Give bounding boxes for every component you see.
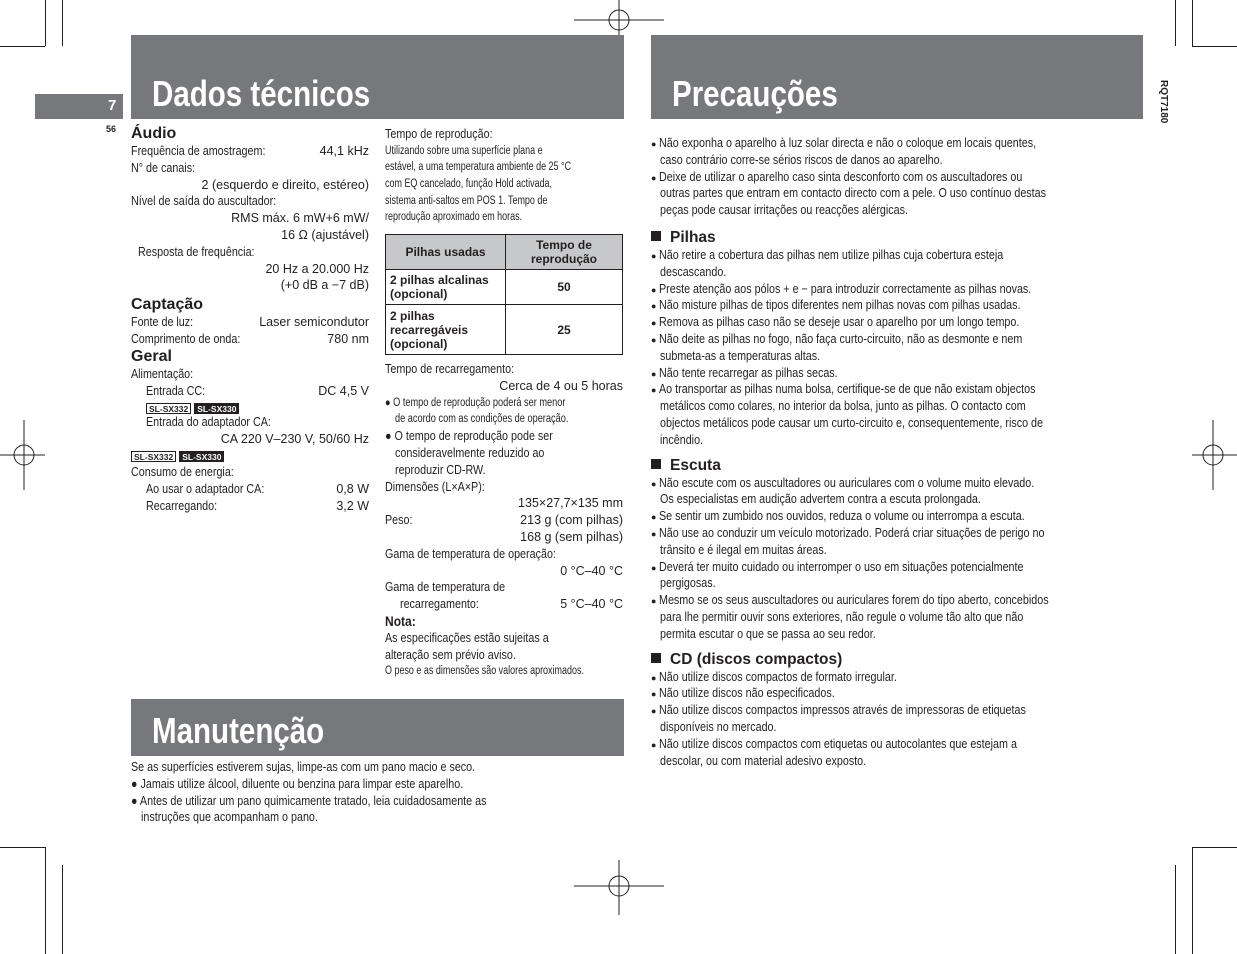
playback-bullet-1: ● O tempo de reprodução poderá ser menor bbox=[385, 396, 566, 409]
nota-small: O peso e as dimensões são valores aproximados. bbox=[385, 665, 584, 678]
bullet-text: reproduzir CD-RW. bbox=[395, 462, 486, 477]
list-item-text: para lhe permitir ouvir sons exteriores, não regule o volume tão alto que não bbox=[660, 609, 1024, 624]
maintenance-title: Manutenção bbox=[152, 710, 325, 751]
list-item bbox=[651, 381, 1143, 398]
chtemp-value: 5 °C–40 °C bbox=[560, 597, 623, 612]
charging-value: 3,2 W bbox=[336, 498, 369, 513]
bullet-text: O tempo de reprodução poderá ser menor bbox=[393, 396, 566, 409]
specs-banner bbox=[131, 35, 624, 119]
list-item-text: Não utilize discos compactos de formato irregular. bbox=[659, 669, 897, 684]
table-header-batteries: Pilhas usadas bbox=[386, 235, 506, 270]
response-label: Resposta de frequência: bbox=[138, 244, 255, 259]
output-value-2: 16 Ω (ajustável) bbox=[281, 227, 369, 242]
list-item-text: disponíveis no mercado. bbox=[660, 719, 777, 734]
list-item-text: trânsito e é ilegal em muitas áreas. bbox=[660, 542, 827, 557]
list-item bbox=[651, 331, 1143, 348]
bullet-icon: ● bbox=[651, 562, 657, 573]
list-item bbox=[651, 247, 1143, 264]
list-item bbox=[651, 432, 1143, 449]
list-item bbox=[651, 398, 1143, 415]
specs-title: Dados técnicos bbox=[152, 73, 371, 114]
doc-code: RQT7180 bbox=[1158, 80, 1169, 124]
list-item-text: Ao transportar as pilhas numa bolsa, certifique-se de que não existam objectos bbox=[659, 382, 1036, 397]
registration-mark-left bbox=[0, 420, 45, 490]
bullet-icon: ● bbox=[651, 334, 657, 345]
nota-line: As especificações estão sujeitas a bbox=[385, 630, 549, 645]
bullet-icon: ● bbox=[651, 139, 657, 149]
specs-column-2 bbox=[385, 126, 623, 226]
table-cell-value: 50 bbox=[506, 270, 623, 305]
list-item-text: objectos metálicos pode causar um curto-circuito e, consequentemente, risco de bbox=[660, 415, 1044, 430]
listening-heading bbox=[651, 457, 1143, 475]
playback-note: Utilizando sobre uma superfície plana e bbox=[385, 144, 543, 157]
weight-value: 213 g (com pilhas) bbox=[520, 513, 623, 528]
playback-note: estável, a uma temperatura ambiente de 25 °C bbox=[385, 161, 572, 174]
bullet-icon: ● bbox=[651, 706, 657, 717]
maintenance-body bbox=[131, 759, 611, 826]
list-item bbox=[651, 202, 1143, 219]
model-badge-b: SL-SX330 bbox=[194, 403, 239, 414]
specs-column-1 bbox=[131, 125, 369, 514]
list-item bbox=[651, 185, 1143, 202]
list-item bbox=[651, 135, 1143, 152]
table-header-time: Tempo de reprodução bbox=[506, 235, 623, 270]
bullet-icon: ● bbox=[651, 596, 657, 607]
maintenance-bullet: ● Jamais utilize álcool, diluente ou benzina para limpar este aparelho. bbox=[131, 776, 464, 791]
list-item-text: Não tente recarregar as pilhas secas. bbox=[659, 365, 838, 380]
list-item-text: outras partes que entram em contacto directo com a pele. O uso contínuo destas bbox=[660, 186, 1047, 201]
bullet-text: consideravelmente reduzido ao bbox=[395, 445, 545, 460]
playback-table bbox=[385, 234, 623, 355]
list-item-text: Não use ao conduzir um veículo motorizado. Poderá criar situações de perigo no bbox=[659, 525, 1045, 540]
listening-heading-text: Escuta bbox=[670, 456, 721, 474]
weight-value-2: 168 g (sem pilhas) bbox=[520, 529, 623, 544]
response-value: 20 Hz a 20.000 Hz bbox=[265, 261, 369, 276]
list-item-text: Mesmo se os seus auscultadores ou auriculares forem do tipo aberto, concebidos bbox=[659, 593, 1049, 608]
consumption-label: Consumo de energia: bbox=[131, 464, 234, 479]
light-label: Fonte de luz: bbox=[131, 315, 194, 330]
list-item bbox=[651, 609, 1143, 626]
list-item bbox=[651, 415, 1143, 432]
list-item bbox=[651, 753, 1143, 770]
list-item bbox=[651, 702, 1143, 719]
table-cell-value: 25 bbox=[506, 305, 623, 355]
light-value: Laser semicondutor bbox=[259, 315, 369, 330]
output-label: Nível de saída do auscultador: bbox=[131, 194, 277, 209]
list-item-text: Não utilize discos compactos com etiquetas ou autocolantes que estejam a bbox=[659, 736, 1017, 751]
bullet-text: Antes de utilizar um pano quimicamente tratado, leia cuidadosamente as bbox=[139, 793, 487, 808]
list-item bbox=[651, 575, 1143, 592]
list-item-text: Se sentir um zumbido nos ouvidos, reduza o volume ou interrompa a escuta. bbox=[659, 509, 1025, 524]
bullet-icon: ● bbox=[651, 318, 657, 329]
bullet-icon: ● bbox=[651, 512, 657, 523]
list-item bbox=[651, 314, 1143, 331]
list-item-text: peças pode causar irritações ou reacções alérgicas. bbox=[660, 203, 908, 218]
precautions-banner bbox=[651, 35, 1143, 119]
dims-label: Dimensões (L×A×P): bbox=[385, 479, 485, 494]
list-item-text: Deixe de utilizar o aparelho caso sinta desconforto com os auscultadores ou bbox=[659, 169, 1023, 184]
dc-value: DC 4,5 V bbox=[318, 383, 369, 398]
specs-column-2b bbox=[385, 361, 623, 680]
list-item-text: permita escutar o que se passa ao seu redor. bbox=[660, 626, 876, 641]
bullet-text: O tempo de reprodução pode ser bbox=[394, 429, 553, 444]
optemp-value: 0 °C–40 °C bbox=[560, 563, 623, 578]
list-item-text: pergigosas. bbox=[660, 576, 716, 591]
channels-label: N° de canais: bbox=[131, 160, 196, 175]
bullet-icon: ● bbox=[651, 368, 657, 379]
list-item bbox=[651, 281, 1143, 298]
list-item-text: incêndio. bbox=[660, 432, 704, 447]
list-item bbox=[651, 719, 1143, 736]
list-item-text: Não utilize discos compactos impressos através de impressoras de etiquetas bbox=[659, 703, 1026, 718]
table-row bbox=[386, 305, 623, 355]
nota-line: alteração sem prévio aviso. bbox=[385, 647, 516, 662]
bullet-text: Jamais utilize álcool, diluente ou benzina para limpar este aparelho. bbox=[140, 776, 464, 791]
ac-value: CA 220 V–230 V, 50/60 Hz bbox=[220, 432, 369, 447]
bullet-icon: ● bbox=[651, 528, 657, 539]
bullet-icon: ● bbox=[651, 689, 657, 700]
list-item bbox=[651, 169, 1143, 186]
playback-bullet-2: ● O tempo de reprodução pode ser bbox=[385, 429, 553, 444]
freq-value: 44,1 kHz bbox=[319, 144, 369, 158]
list-item bbox=[651, 559, 1143, 576]
precautions-title: Precauções bbox=[672, 73, 838, 114]
list-item-text: Não retire a cobertura das pilhas nem utilize pilhas cuja cobertura esteja bbox=[659, 247, 1004, 262]
list-item-text: Deverá ter muito cuidado ou interromper o uso em situações potencialmente bbox=[659, 559, 1024, 574]
recharge-label: Tempo de recarregamento: bbox=[385, 362, 515, 376]
bullet-icon: ● bbox=[651, 385, 657, 396]
model-badge-a: SL-SX332 bbox=[146, 403, 191, 414]
chtemp-label: Gama de temperatura de bbox=[385, 580, 506, 595]
list-item bbox=[651, 685, 1143, 702]
page-tab-number: 7 bbox=[108, 97, 117, 114]
list-item bbox=[651, 525, 1143, 542]
registration-mark-bottom bbox=[574, 860, 664, 920]
list-item bbox=[651, 626, 1143, 643]
page-number: 56 bbox=[106, 124, 117, 134]
list-item-text: Preste atenção aos pólos + e − para introduzir correctamente as pilhas novas. bbox=[659, 281, 1032, 296]
freq-label: Frequência de amostragem: bbox=[131, 144, 266, 158]
table-cell-name: 2 pilhas recarregáveis (opcional) bbox=[386, 305, 506, 355]
adapter-value: 0,8 W bbox=[336, 481, 369, 496]
playback-label: Tempo de reprodução: bbox=[385, 127, 493, 141]
weight-label: Peso: bbox=[385, 513, 413, 528]
list-item bbox=[651, 508, 1143, 525]
list-item bbox=[651, 592, 1143, 609]
bullet-icon: ● bbox=[651, 284, 657, 295]
list-item-text: Os especialistas em audição advertem contra a escuta prolongada. bbox=[660, 492, 981, 507]
list-item-text: Não misture pilhas de tipos diferentes nem pilhas novas com pilhas usadas. bbox=[659, 298, 1021, 313]
list-item bbox=[651, 491, 1143, 508]
wave-label: Comprimento de onda: bbox=[131, 331, 241, 346]
output-value: RMS máx. 6 mW+6 mW/ bbox=[231, 211, 369, 226]
list-item bbox=[651, 669, 1143, 686]
listening-list bbox=[651, 475, 1143, 643]
bullet-text: de acordo com as condições de operação. bbox=[395, 413, 569, 426]
cd-heading bbox=[651, 651, 1143, 669]
bullet-icon: ● bbox=[651, 301, 657, 312]
list-item-text: submeta-as a temperaturas altas. bbox=[660, 348, 821, 363]
intro-list bbox=[651, 135, 1143, 219]
maintenance-intro: Se as superfícies estiverem sujas, limpe-as com um pano macio e seco. bbox=[131, 760, 476, 774]
ac-models bbox=[131, 448, 227, 465]
list-item-text: Não utilize discos não especificados. bbox=[659, 686, 835, 701]
list-item-text: caso contrário corre-se sérios riscos de danos ao aparelho. bbox=[660, 152, 943, 167]
response-value-2: (+0 dB a −7 dB) bbox=[280, 278, 369, 293]
square-bullet-icon bbox=[651, 459, 661, 469]
bullet-icon: ● bbox=[651, 250, 657, 261]
table-cell-name: 2 pilhas alcalinas (opcional) bbox=[386, 270, 506, 305]
square-bullet-icon bbox=[651, 653, 661, 663]
bullet-text: instruções que acompanham o pano. bbox=[141, 810, 318, 825]
list-item-text: descascando. bbox=[660, 264, 727, 279]
power-label: Alimentação: bbox=[131, 366, 194, 381]
list-item-text: metálicos como colares, no interior da bolsa, junto as pilhas. O contacto com bbox=[660, 399, 1026, 414]
bullet-icon: ● bbox=[651, 739, 657, 750]
bullet-icon: ● bbox=[651, 478, 657, 489]
list-item-text: Não deite as pilhas no fogo, não faça curto-circuito, não as desmonte e nem bbox=[659, 331, 1023, 346]
wave-value: 780 nm bbox=[327, 331, 369, 346]
adapter-label: Ao usar o adaptador CA: bbox=[146, 481, 265, 496]
list-item bbox=[651, 264, 1143, 281]
playback-note: sistema anti-saltos em POS 1. Tempo de bbox=[385, 194, 548, 207]
list-item-text: Não escute com os auscultadores ou auriculares com o volume muito elevado. bbox=[659, 475, 1035, 490]
list-item-text: Não exponha o aparelho à luz solar directa e não o coloque em locais quentes, bbox=[659, 136, 1037, 150]
batteries-list bbox=[651, 247, 1143, 449]
optemp-label: Gama de temperatura de operação: bbox=[385, 546, 556, 561]
playback-note: com EQ cancelado, função Hold activada, bbox=[385, 177, 553, 190]
pickup-heading: Captação bbox=[131, 296, 204, 314]
ac-label: Entrada do adaptador CA: bbox=[146, 415, 271, 430]
batteries-heading-text: Pilhas bbox=[670, 228, 716, 246]
list-item-text: Remova as pilhas caso não se deseje usar o aparelho por um longo tempo. bbox=[659, 315, 1020, 330]
dims-value: 135×27,7×135 mm bbox=[518, 496, 623, 511]
bullet-icon: ● bbox=[651, 672, 657, 683]
maintenance-banner bbox=[131, 699, 624, 756]
square-bullet-icon bbox=[651, 231, 661, 241]
list-item-text: descolar, ou com material adesivo exposto. bbox=[660, 753, 867, 768]
table-row bbox=[386, 270, 623, 305]
model-badge-a: SL-SX332 bbox=[131, 451, 176, 462]
chtemp-label-2: recarregamento: bbox=[400, 597, 479, 612]
list-item bbox=[651, 736, 1143, 753]
model-badge-b: SL-SX330 bbox=[179, 451, 224, 462]
dc-label: Entrada CC: bbox=[146, 383, 206, 398]
list-item bbox=[651, 365, 1143, 382]
list-item bbox=[651, 152, 1143, 169]
recharge-value: Cerca de 4 ou 5 horas bbox=[499, 378, 623, 393]
maintenance-bullet: ● Antes de utilizar um pano quimicamente tratado, leia cuidadosamente as bbox=[131, 793, 487, 808]
audio-heading: Áudio bbox=[131, 125, 177, 142]
charging-label: Recarregando: bbox=[146, 498, 218, 513]
list-item bbox=[651, 542, 1143, 559]
batteries-heading bbox=[651, 229, 1143, 247]
registration-mark-right bbox=[1192, 420, 1237, 490]
list-item bbox=[651, 475, 1143, 492]
channels-value: 2 (esquerdo e direito, estéreo) bbox=[201, 177, 369, 192]
list-item bbox=[651, 297, 1143, 314]
list-item bbox=[651, 348, 1143, 365]
bullet-icon: ● bbox=[651, 172, 657, 183]
playback-note: reprodução aproximado em horas. bbox=[385, 211, 523, 224]
general-heading: Geral bbox=[131, 347, 172, 365]
cd-list bbox=[651, 669, 1143, 770]
nota-heading: Nota: bbox=[385, 612, 416, 629]
precautions-body bbox=[651, 135, 1143, 769]
cd-heading-text: CD (discos compactos) bbox=[670, 650, 843, 668]
